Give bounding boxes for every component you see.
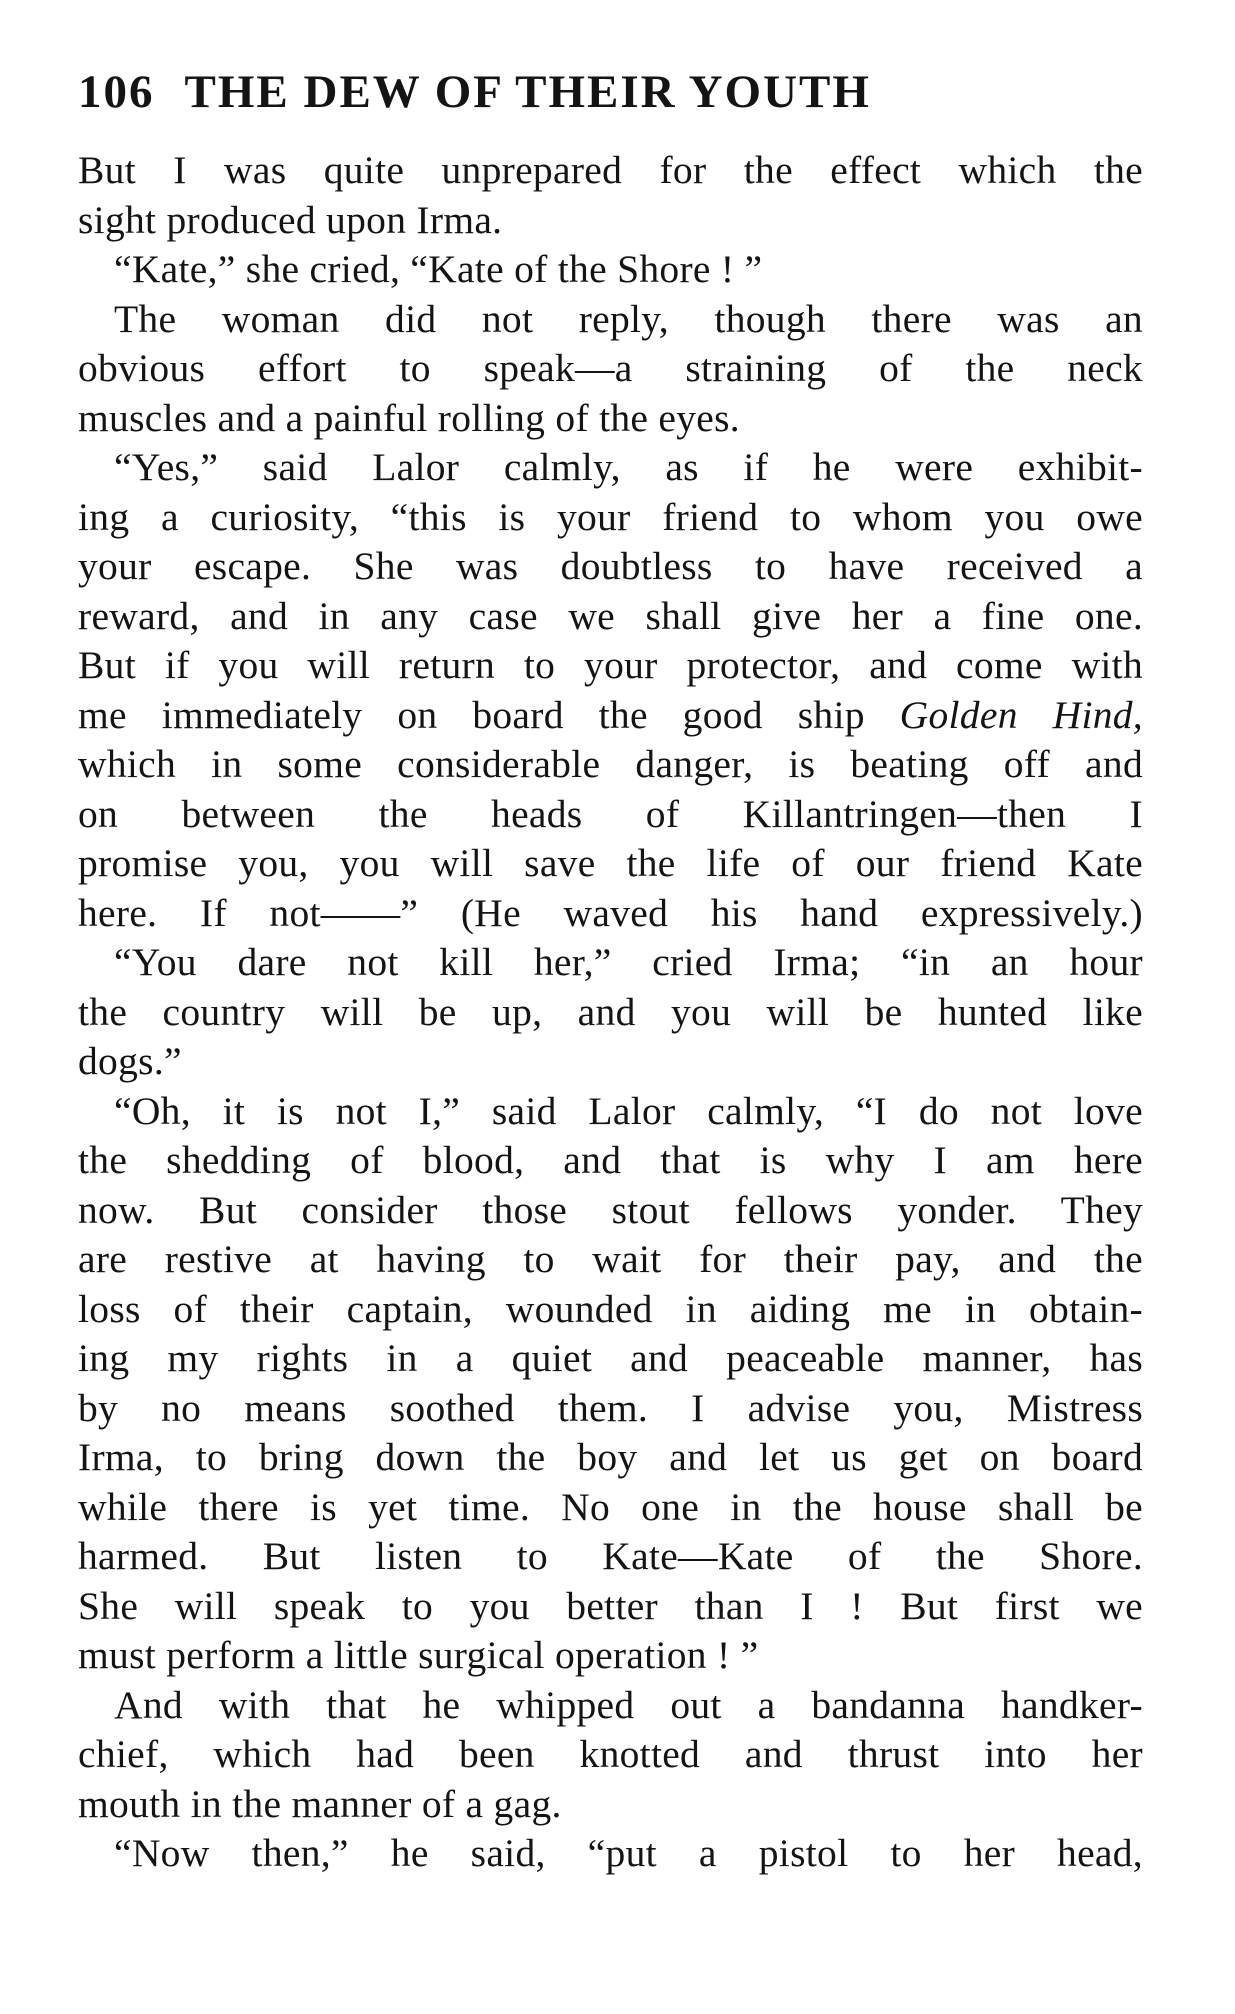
text-line: the shedding of blood, and that is why I am here <box>78 1138 1143 1182</box>
text-line: while there is yet time. No one in the house shall be <box>78 1484 1143 1529</box>
text-line: “Yes,” said Lalor calmly, as if he were exhibit- <box>114 445 1143 489</box>
text-line: But if you will return to your protector, and come with <box>78 643 1143 687</box>
text-line: by no means soothed them. I advise you, Mistress <box>78 1385 1143 1430</box>
text-line: “Now then,” he said, “put a pistol to her head, <box>114 1831 1143 1875</box>
text-line: promise you, you will save the life of our friend Kate <box>78 841 1143 885</box>
ship-name: Golden Hind, <box>899 692 1143 737</box>
text-line: chief, which had been knotted and thrust into her <box>78 1732 1143 1776</box>
text-line: dogs.” <box>78 1039 182 1083</box>
text-line <box>78 691 1143 741</box>
text-line: ing a curiosity, “this is your friend to whom you owe <box>78 494 1143 539</box>
text-line: The woman did not reply, though there was an <box>114 296 1143 341</box>
text-line: But I was quite unprepared for the effect which the <box>78 148 1143 192</box>
text-line: the country will be up, and you will be hunted like <box>78 989 1143 1034</box>
text-line: Irma, to bring down the boy and let us get on board <box>78 1435 1143 1479</box>
text-line: sight produced upon Irma. <box>78 197 503 242</box>
book-page <box>78 62 1143 1879</box>
text-line: And with that he whipped out a bandanna handker- <box>114 1682 1143 1727</box>
text-line: She will speak to you better than I ! But first we <box>78 1583 1143 1628</box>
text-line: your escape. She was doubtless to have received a <box>78 544 1143 588</box>
text-line: ing my rights in a quiet and peaceable manner, has <box>78 1336 1143 1380</box>
text-line: on between the heads of Killantringen—then I <box>78 791 1143 836</box>
text-line: “Oh, it is not I,” said Lalor calmly, “I do not love <box>114 1088 1143 1133</box>
text-line-segment: me immediately on board the good ship <box>78 692 900 737</box>
text-line: “You dare not kill her,” cried Irma; “in an hour <box>114 940 1143 984</box>
text-line: are restive at having to wait for their pay, and the <box>78 1237 1143 1281</box>
text-line: now. But consider those stout fellows yonder. They <box>78 1187 1143 1232</box>
text-line: must perform a little surgical operation ! ” <box>78 1633 759 1677</box>
text-line: “Kate,” she cried, “Kate of the Shore ! ” <box>114 247 763 291</box>
text-line: here. If not——” (He waved his hand expressively.) <box>78 890 1143 935</box>
text-line: harmed. But listen to Kate—Kate of the Shore. <box>78 1534 1143 1578</box>
body-text <box>78 146 1143 1879</box>
text-line: loss of their captain, wounded in aiding me in obtain- <box>78 1286 1143 1331</box>
text-line: which in some considerable danger, is beating off and <box>78 742 1143 786</box>
text-line: obvious effort to speak—a straining of the neck <box>78 346 1143 390</box>
page-number: 106 <box>78 66 155 118</box>
running-head <box>78 62 1143 122</box>
text-line: muscles and a painful rolling of the eyes. <box>78 395 740 440</box>
text-line: reward, and in any case we shall give her a fine one. <box>78 593 1143 638</box>
text-line: mouth in the manner of a gag. <box>78 1781 562 1826</box>
book-title: THE DEW OF THEIR YOUTH <box>184 66 871 118</box>
